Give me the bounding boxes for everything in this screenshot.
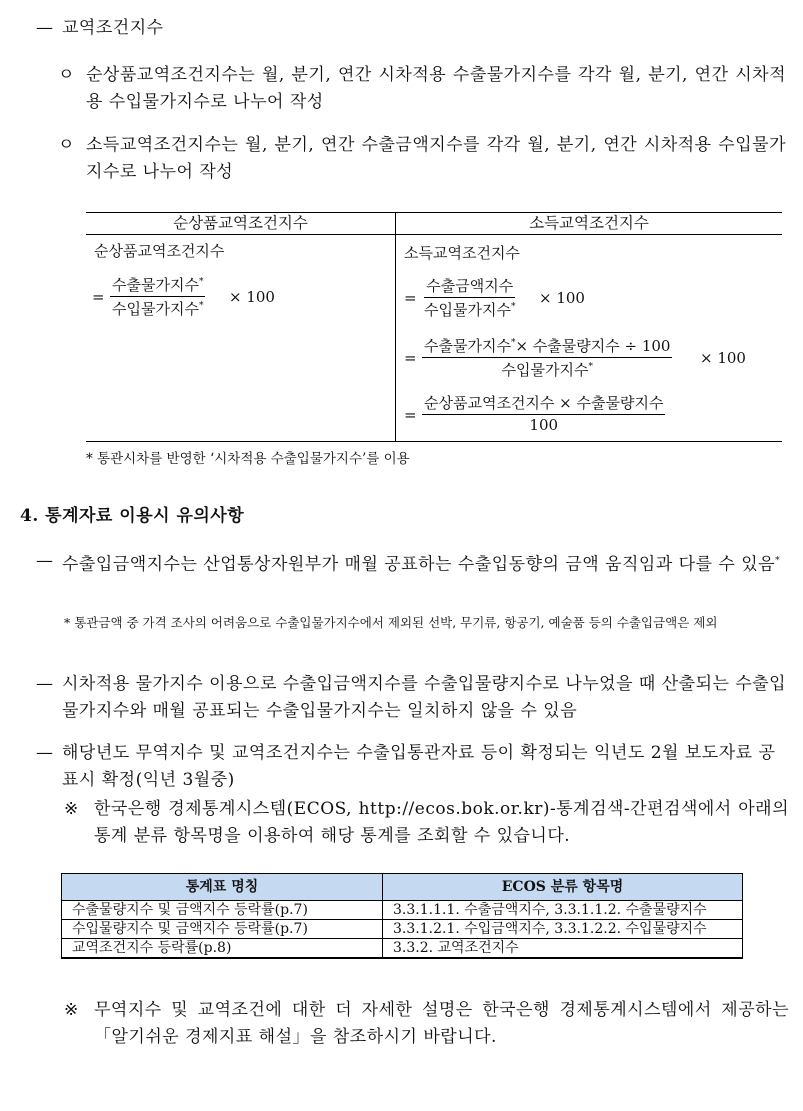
note-confirmation-timing: 해당년도 무역지수 및 교역조건지수는 수출입통관자료 등이 확정되는 익년도 2월 보도자료 공표시 확정(익년 3월중) [62, 743, 776, 790]
ecos-col-name: 통계표 명칭 [62, 874, 383, 901]
star-mark: * [588, 362, 593, 372]
formula-header-net: 순상품교역조건지수 [173, 214, 308, 232]
table-cell-name: 수출물량지수 및 금액지수 등락률(p.7) [62, 901, 383, 920]
fraction-income-1 [422, 275, 517, 320]
table-cell-name: 교역조건지수 등락률(p.8) [62, 939, 383, 959]
star-mark: * [198, 301, 204, 311]
formula-header-income: 소득교역조건지수 [529, 214, 649, 232]
ecos-table [61, 873, 743, 959]
table-cell-code: 3.3.1.1.1. 수출금액지수, 3.3.1.1.2. 수출물량지수 [383, 901, 743, 920]
section-4-title: 4. 통계자료 이용시 유의사항 [20, 506, 245, 526]
frac-denominator: 수입물가지수 [501, 361, 589, 379]
star-mark: * [510, 338, 516, 348]
bullet-mark: ㅇ [58, 135, 75, 155]
reference-ecos: 한국은행 경제통계시스템(ECOS, http://ecos.bok.or.kr)-통계검색-간편검색에서 아래의 통계 분류 항목명을 이용하여 해당 통계를 조회할 수 있습니다. [94, 799, 789, 846]
equals-sign: = [92, 288, 105, 306]
frac-denominator: 수입물가지수 [424, 301, 511, 319]
ecos-col-item: ECOS 분류 항목명 [383, 874, 743, 901]
table-cell-code: 3.3.1.2.1. 수입금액지수, 3.3.1.2.2. 수입물량지수 [383, 920, 743, 939]
table-row [62, 901, 743, 920]
frac-numerator: 수출물가지수 [112, 276, 199, 294]
frac-numerator: 수출물가지수 [424, 337, 511, 355]
times-hundred: × 100 [539, 289, 585, 307]
times-hundred: × 100 [229, 288, 275, 306]
note-trade-value-diff [62, 548, 787, 579]
reference-mark: ※ [64, 799, 79, 819]
table-row [62, 939, 743, 959]
reference-mark: ※ [64, 1000, 79, 1020]
fraction-income-2 [422, 335, 672, 380]
note-text: 수출입금액지수는 산업통상자원부가 매월 공표하는 수출입동향의 금액 움직임과 다를 수 있음 [62, 554, 776, 575]
bullet-mark: ㅇ [58, 65, 75, 85]
note-price-index-mismatch: 시차적용 물가지수 이용으로 수출입금액지수를 수출입물량지수로 나누었을 때 산출되는 수출입물가지수와 매월 공표되는 수출입물가지수는 일치하지 않을 수 있음 [62, 674, 787, 721]
section-title: 교역조건지수 [62, 18, 164, 38]
formula-footnote: * 통관시차를 반영한 ‘시차적용 수출입물가지수’를 이용 [86, 451, 410, 467]
bullet-terms-of-trade-net: 순상품교역조건지수는 월, 분기, 연간 시차적용 수출물가지수를 각각 월, 분기, 연간 시차적용 수입물가지수로 나누어 작성 [86, 65, 786, 112]
frac-numerator: 수출금액지수 [426, 277, 514, 295]
table-cell-name: 수입물량지수 및 금액지수 등락률(p.7) [62, 920, 383, 939]
equals-sign: = [404, 349, 417, 367]
times-hundred: × 100 [700, 349, 746, 367]
dash-mark: — [36, 743, 54, 763]
fraction-income-3 [422, 392, 665, 434]
star-mark: * [198, 277, 204, 287]
section-dash: — [36, 18, 54, 38]
star-mark: * [775, 556, 781, 566]
reference-guide: 무역지수 및 교역조건에 대한 더 자세한 설명은 한국은행 경제통계시스템에서 제공하는 「알기쉬운 경제지표 해설」을 참조하시기 바랍니다. [94, 1000, 789, 1047]
frac-numerator-rest: × 수출물량지수 ÷ 100 [515, 337, 671, 355]
note-footnote: * 통관금액 중 가격 조사의 어려움으로 수출입물가지수에서 제외된 선박, 무기류, 항공기, 예술품 등의 수출입금액은 제외 [64, 615, 718, 630]
star-mark: * [510, 302, 516, 312]
fraction-net-terms [110, 274, 205, 319]
frac-denominator: 수입물가지수 [112, 300, 199, 318]
frac-denominator: 100 [529, 416, 559, 434]
equals-sign: = [404, 406, 417, 424]
formula-left-label: 순상품교역조건지수 [94, 242, 225, 260]
dash-mark: — [36, 674, 54, 694]
dash-mark: — [36, 551, 54, 571]
bullet-terms-of-trade-income: 소득교역조건지수는 월, 분기, 연간 수출금액지수를 각각 월, 분기, 연간 시차적용 수입물가지수로 나누어 작성 [86, 135, 786, 182]
frac-numerator: 순상품교역조건지수 × 수출물량지수 [424, 394, 664, 412]
formula-right-label: 소득교역조건지수 [404, 244, 520, 262]
table-row [62, 920, 743, 939]
formula-table [86, 212, 782, 442]
equals-sign: = [404, 289, 417, 307]
table-cell-code: 3.3.2. 교역조건지수 [383, 939, 743, 959]
